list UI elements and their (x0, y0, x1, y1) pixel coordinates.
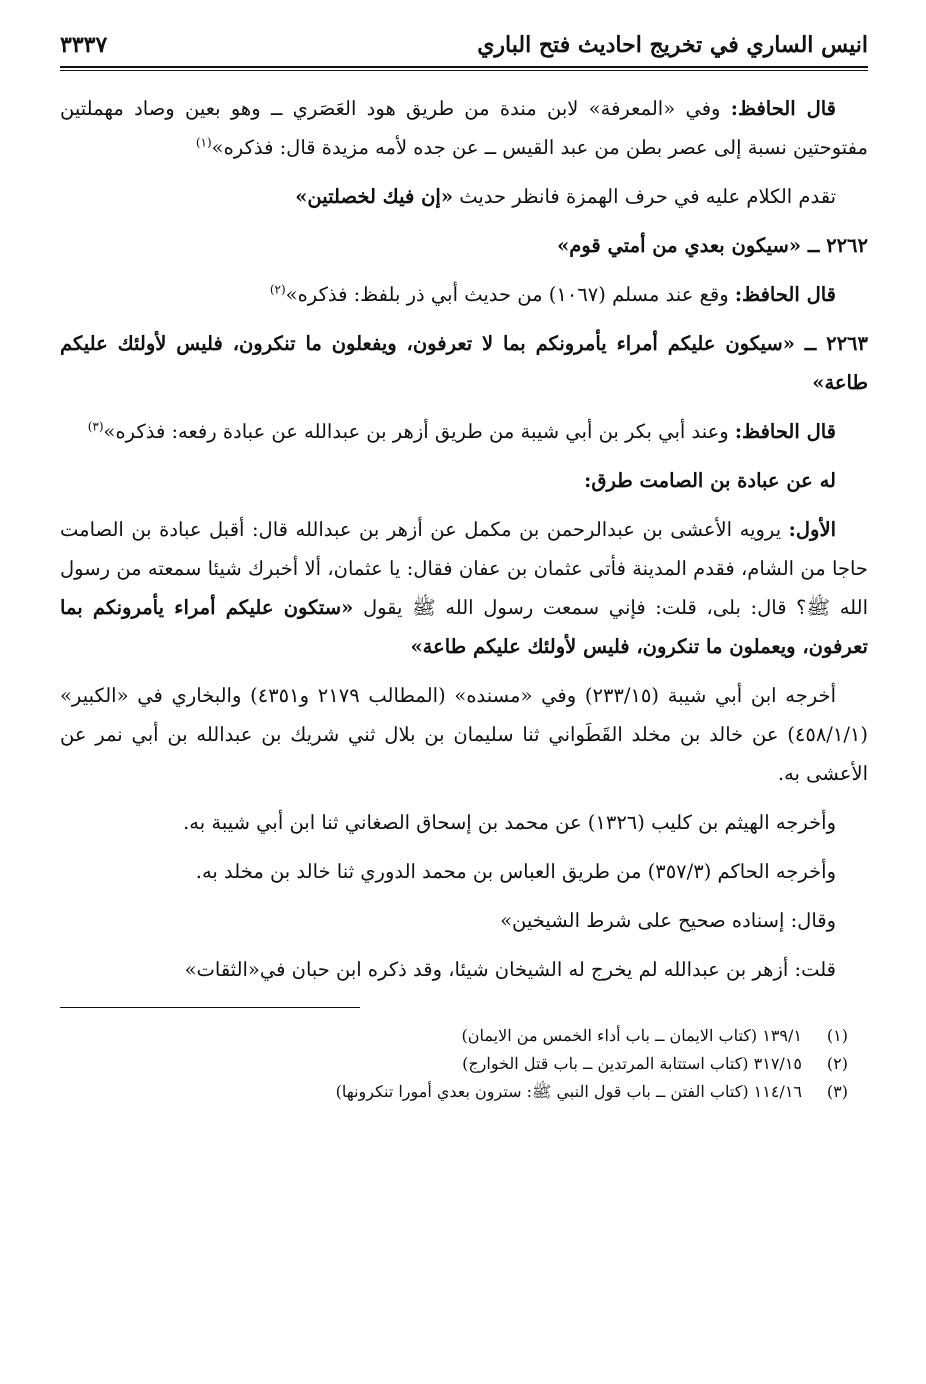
paragraph-text: وعند أبي بكر بن أبي شيبة من طريق أزهر بن عبدالله عن عبادة رفعه: فذكره» (103, 420, 729, 443)
paragraph-hakim-grade: وقال: إسناده صحيح على شرط الشيخين» (500, 909, 836, 932)
footnote-ref[interactable]: (٣) (87, 419, 104, 434)
paragraph-hafiz-1 (60, 89, 868, 167)
hadith-heading-2262: ٢٢٦٢ ــ «سيكون بعدي من أمتي قوم» (557, 234, 868, 257)
paragraph-takhrij-2: وأخرجه الهيثم بن كليب (١٣٢٦) عن محمد بن إسحاق الصغاني ثنا ابن أبي شيبة به. (183, 811, 836, 834)
footnote-item (60, 1078, 868, 1106)
paragraph-hafiz-3 (60, 412, 868, 451)
hadith-title-ref: «إن فيك لخصلتين» (295, 185, 454, 208)
header-rule (60, 66, 868, 68)
route-label: الأول: (788, 518, 836, 541)
running-title: انيس الساري في تخريج احاديث فتح الباري (477, 32, 868, 58)
paragraph-text: يرويه الأعشى بن عبدالرحمن بن مكمل عن أزهر بن عبدالله قال: أقبل عبادة بن الصامت حاجا من الشام، فقدم المدينة فأتى عثمان بن عفان فقال: يا عثمان، ألا أخبرك شيئا سمعته من رسول الله ﷺ؟ قال: بلى، قلت: فإني سمعت رسول الله ﷺ يقول (60, 518, 868, 619)
hadith-text: «ستكون عليكم أمراء يأمرونكم بما تعرفون، ويعملون ما تنكرون، فليس لأولئك عليكم طاعة» (60, 596, 868, 658)
speaker-label: قال الحافظ: (730, 97, 836, 120)
footnotes (60, 1022, 868, 1106)
paragraph-text: وقع عند مسلم (١٠٦٧) من حديث أبي ذر بلفظ: فذكره» (285, 283, 729, 306)
paragraph-takhrij-1: أخرجه ابن أبي شيبة (٢٣٣/١٥) وفي «مسنده» (المطالب ٢١٧٩ و٤٣٥١) والبخاري في «الكبير» (٤٥٨/١/١) عن خالد بن مخلد القَطَواني ثنا سليمان بن بلال ثني شريك بن عبدالله بن أبي نمر عن الأعشى به. (60, 684, 868, 785)
header-rule-thin (60, 70, 868, 71)
speaker-label: قال الحافظ: (734, 283, 836, 306)
footnote-text: ١١٤/١٦ (كتاب الفتن ــ باب قول النبي ﷺ: سترون بعدي أمورا تنكرونها) (335, 1082, 802, 1101)
footnote-ref[interactable]: (٢) (269, 282, 286, 297)
footnote-text: ٣١٧/١٥ (كتاب استتابة المرتدين ــ باب قتل الخوارج) (462, 1054, 802, 1073)
section-heading-turuq: له عن عبادة بن الصامت طرق: (584, 469, 836, 492)
footnote-item (60, 1022, 868, 1050)
paragraph-cross-ref (60, 177, 868, 216)
paragraph-text: وفي «المعرفة» لابن مندة من طريق هود العَصَري ــ وهو بعين وصاد مهملتين مفتوحتين نسبة إلى عصر بطن من عبد القيس ــ عن جده لأمه مزيدة قال: فذكره» (60, 97, 868, 159)
page-number: ٣٣٣٧ (60, 32, 108, 58)
running-header (60, 32, 868, 64)
footnote-rule (60, 1007, 360, 1008)
paragraph-takhrij-3: وأخرجه الحاكم (٣٥٧/٣) من طريق العباس بن محمد الدوري ثنا خالد بن مخلد به. (195, 860, 836, 883)
speaker-label: قال الحافظ: (734, 420, 836, 443)
footnote-number: (٢) (826, 1054, 848, 1073)
footnote-number: (١) (826, 1026, 848, 1045)
footnote-text: ١٣٩/١ (كتاب الايمان ــ باب أداء الخمس من الايمان) (461, 1026, 802, 1045)
paragraph-first-route (60, 510, 868, 666)
footnote-ref[interactable]: (١) (195, 135, 212, 150)
page-body (60, 89, 868, 989)
paragraph-hafiz-2 (60, 275, 868, 314)
paragraph-comment: قلت: أزهر بن عبدالله لم يخرج له الشيخان شيئا، وقد ذكره ابن حبان في«الثقات» (184, 958, 836, 981)
paragraph-text: تقدم الكلام عليه في حرف الهمزة فانظر حديث (459, 185, 836, 208)
footnote-number: (٣) (826, 1082, 848, 1101)
book-page (60, 32, 868, 1352)
footnote-item (60, 1050, 868, 1078)
hadith-heading-2263: ٢٢٦٣ ــ «سيكون عليكم أمراء يأمرونكم بما لا تعرفون، ويفعلون ما تنكرون، فليس لأولئك عليكم طاعة» (60, 332, 868, 394)
